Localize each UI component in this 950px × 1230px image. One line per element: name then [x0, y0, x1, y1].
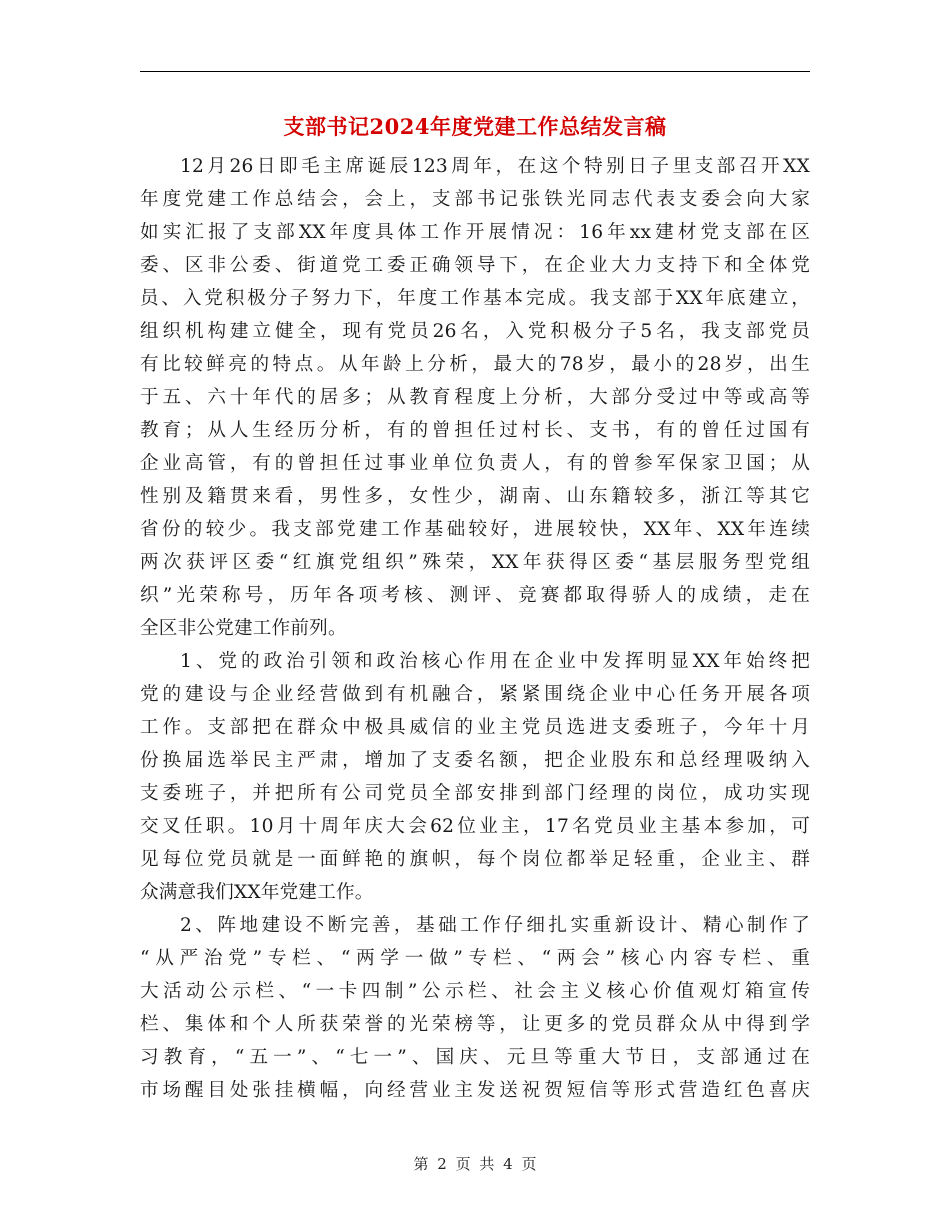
- paragraph-line: 企业高管，有的曾担任过事业单位负责人，有的曾参军保家卫国；从: [140, 453, 810, 474]
- paragraph-line: 份换届选举民主严肃，增加了支委名额，把企业股东和总经理吸纳入: [140, 750, 810, 771]
- paragraph-line: “从严治党”专栏、“两学一做”专栏、“两会”核心内容专栏、重: [140, 948, 810, 969]
- paragraph-line: 年度党建工作总结会，会上，支部书记张铁光同志代表支委会向大家: [140, 189, 810, 210]
- paragraph-line: 教育；从人生经历分析，有的曾担任过村长、支书，有的曾任过国有: [140, 420, 810, 441]
- paragraph-line: 组织机构建立健全，现有党员26名，入党积极分子5名，我支部党员: [140, 321, 810, 342]
- header-rule: [140, 71, 810, 72]
- paragraph-line: 有比较鲜亮的特点。从年龄上分析，最大的78岁，最小的28岁，出生: [140, 354, 810, 375]
- document-title: 支部书记2024年度党建工作总结发言稿: [283, 114, 667, 139]
- paragraph: [140, 150, 810, 645]
- paragraph-line: 全区非公党建工作前列。: [140, 618, 347, 639]
- paragraph: [140, 909, 810, 1107]
- paragraph-line: 省份的较少。我支部党建工作基础较好，进展较快，XX年、XX年连续: [140, 519, 810, 540]
- paragraph-line: 工作。支部把在群众中极具威信的业主党员选进支委班子，今年十月: [140, 717, 810, 738]
- paragraph-line: 大活动公示栏、“一卡四制”公示栏、社会主义核心价值观灯箱宣传: [140, 981, 810, 1002]
- paragraph-line: 性别及籍贯来看，男性多，女性少，湖南、山东籍较多，浙江等其它: [140, 486, 810, 507]
- page-number: 第 2 页 共 4 页: [413, 1155, 537, 1173]
- paragraph-line: 织”光荣称号，历年各项考核、测评、竞赛都取得骄人的成绩，走在: [140, 585, 810, 606]
- paragraph-line: 如实汇报了支部XX年度具体工作开展情况：16年xx建材党支部在区: [140, 222, 810, 243]
- paragraph-line: 1、党的政治引领和政治核心作用在企业中发挥明显XX年始终把: [180, 651, 810, 672]
- paragraph-line: 习教育，“五一”、“七一”、国庆、元旦等重大节日，支部通过在: [140, 1047, 810, 1068]
- paragraph-line: 委、区非公委、街道党工委正确领导下，在企业大力支持下和全体党: [140, 255, 810, 276]
- paragraph-line: 众满意我们XX年党建工作。: [140, 882, 374, 903]
- paragraph-line: 12月26日即毛主席诞辰123周年，在这个特别日子里支部召开XX: [180, 156, 810, 177]
- paragraph-line: 党的建设与企业经营做到有机融合，紧紧围绕企业中心任务开展各项: [140, 684, 810, 705]
- paragraph-line: 见每位党员就是一面鲜艳的旗帜，每个岗位都举足轻重，企业主、群: [140, 849, 810, 870]
- paragraph-line: 员、入党积极分子努力下，年度工作基本完成。我支部于XX年底建立，: [140, 288, 810, 309]
- paragraph-line: 于五、六十年代的居多；从教育程度上分析，大部分受过中等或高等: [140, 387, 810, 408]
- paragraph-line: 支委班子，并把所有公司党员全部安排到部门经理的岗位，成功实现: [140, 783, 810, 804]
- paragraph-line: 2、阵地建设不断完善，基础工作仔细扎实重新设计、精心制作了: [180, 915, 810, 936]
- paragraph-line: 栏、集体和个人所获荣誉的光荣榜等，让更多的党员群众从中得到学: [140, 1014, 810, 1035]
- paragraph-line: 交叉任职。10月十周年庆大会62位业主，17名党员业主基本参加，可: [140, 816, 810, 837]
- paragraph-line: 市场醒目处张挂横幅，向经营业主发送祝贺短信等形式营造红色喜庆: [140, 1080, 810, 1101]
- paragraph-line: 两次获评区委“红旗党组织”殊荣，XX年获得区委“基层服务型党组: [140, 552, 810, 573]
- paragraph: [140, 645, 810, 909]
- document-body: [140, 150, 810, 1107]
